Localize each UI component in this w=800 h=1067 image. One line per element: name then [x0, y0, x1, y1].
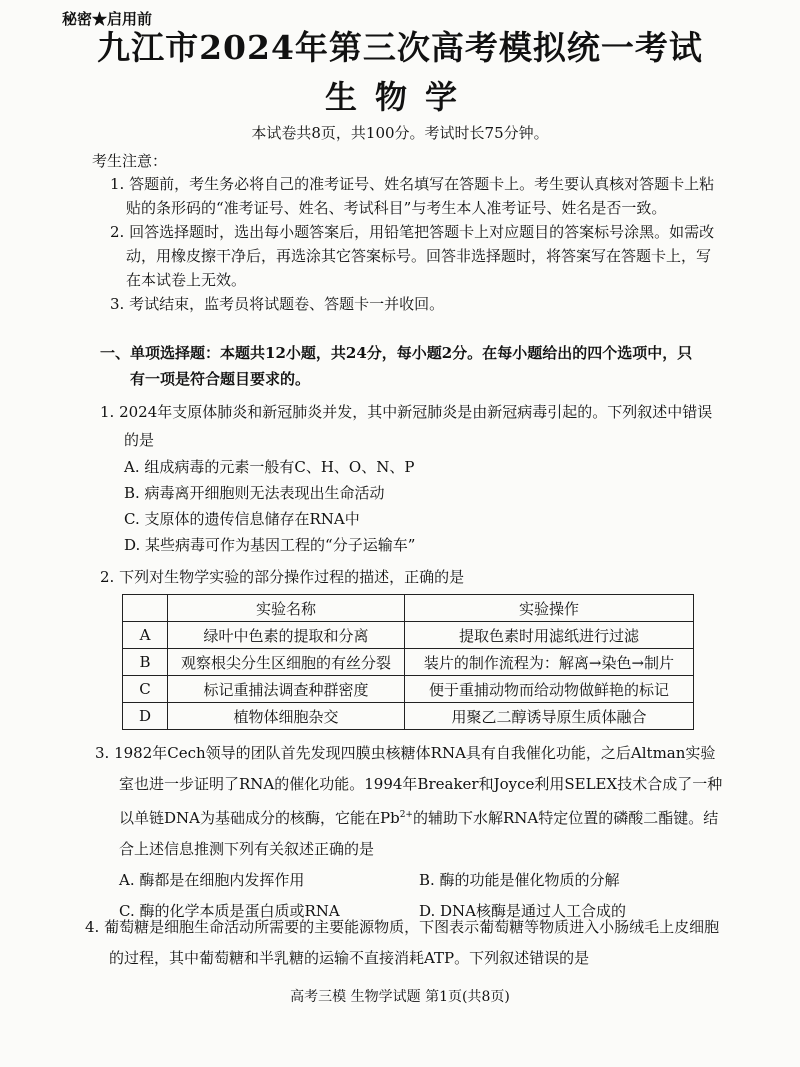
table-header-cell [123, 595, 168, 622]
question-stem: 2. 下列对生物学实验的部分操作过程的描述，正确的是 [100, 568, 465, 586]
table-cell: 装片的制作流程为：解离→染色→制片 [405, 649, 694, 676]
table-row [123, 649, 694, 676]
experiment-table [122, 594, 694, 730]
table-cell: 绿叶中色素的提取和分离 [168, 622, 405, 649]
stem-part-b: 的辅助下水解RNA特定位置的磷酸二酯键。结合上述信息推测下列有关叙述正确的是 [119, 809, 719, 858]
question-stem [95, 738, 725, 865]
subject-title: 生物学 [324, 78, 475, 116]
notice-item: 1. 答题前，考生务必将自己的准考证号、姓名填写在答题卡上。考生要认真核对答题卡上粘贴的条形码的“准考证号、姓名、考试科目”与考生本人准考证号、姓名是否一致。 [110, 175, 715, 217]
option-a: A. 组成病毒的元素一般有C、H、O、N、P [124, 458, 415, 476]
table-cell: B [123, 649, 168, 676]
table-cell: D [123, 703, 168, 730]
question-stem: 4. 葡萄糖是细胞生命活动所需要的主要能源物质，下图表示葡萄糖等物质进入小肠绒毛上皮细胞的过程，其中葡萄糖和半乳糖的运输不直接消耗ATP。下列叙述错误的是 [85, 918, 720, 967]
option-b: B. 酶的功能是催化物质的分解 [419, 871, 620, 889]
question-2 [100, 563, 720, 591]
notice-item: 2. 回答选择题时，选出每小题答案后，用铅笔把答题卡上对应题目的答案标号涂黑。如需改动，用橡皮擦干净后，再选涂其它答案标号。回答非选择题时，将答案写在答题卡上，写在本试卷上无效。 [110, 223, 715, 289]
table-header-cell: 实验操作 [405, 595, 694, 622]
notice-list [110, 172, 720, 316]
table-header-cell: 实验名称 [168, 595, 405, 622]
option-c: C. 支原体的遗传信息储存在RNA中 [124, 510, 360, 528]
question-1 [100, 398, 720, 558]
table-cell: A [123, 622, 168, 649]
section-heading [100, 340, 720, 392]
table-row [123, 703, 694, 730]
question-stem: 1. 2024年支原体肺炎和新冠肺炎并发，其中新冠肺炎是由新冠病毒引起的。下列叙述中错误的是 [100, 403, 713, 449]
exam-title: 九江市2024年第三次高考模拟统一考试 [97, 28, 703, 67]
table-cell: 便于重捕动物而给动物做鲜艳的标记 [405, 676, 694, 703]
secret-label: 秘密★启用前 [62, 10, 153, 28]
notice-heading: 考生注意： [92, 152, 168, 170]
question-3 [95, 738, 725, 927]
table-row [123, 622, 694, 649]
notice-item: 3. 考试结束，监考员将试题卷、答题卡一并收回。 [110, 295, 445, 313]
table-cell: 用聚乙二醇诱导原生质体融合 [405, 703, 694, 730]
page-footer: 高考三模 生物学试题 第1页(共8页) [290, 989, 510, 1005]
option-a: A. 酶都是在细胞内发挥作用 [119, 871, 305, 889]
section-line-1: 一、单项选择题：本题共12小题，共24分，每小题2分。在每小题给出的四个选项中，只 [100, 344, 693, 362]
ion-charge: 2+ [399, 810, 413, 820]
table-cell: C [123, 676, 168, 703]
option-list [100, 454, 720, 558]
option-b: B. 病毒离开细胞则无法表现出生命活动 [124, 484, 385, 502]
table-header-row [123, 595, 694, 622]
stem-part-a: 3. 1982年Cech领导的团队首先发现四膜虫核糖体RNA具有自我催化功能，之后Altman实验室也进一步证明了RNA的催化功能。1994年Breaker和Joyce利用SELEX技术合成了一种以单链DNA为基础成分的核酶，它能在Pb [95, 744, 723, 827]
question-4 [85, 912, 725, 974]
table-cell: 观察根尖分生区细胞的有丝分裂 [168, 649, 405, 676]
section-line-2: 有一项是符合题目要求的。 [130, 370, 311, 388]
table-row [123, 676, 694, 703]
table-cell: 提取色素时用滤纸进行过滤 [405, 622, 694, 649]
table-cell: 植物体细胞杂交 [168, 703, 405, 730]
table-cell: 标记重捕法调查种群密度 [168, 676, 405, 703]
exam-info: 本试卷共8页，共100分。考试时长75分钟。 [251, 124, 549, 142]
option-d: D. 某些病毒可作为基因工程的“分子运输车” [124, 536, 416, 554]
option-d: D. DNA核酶是通过人工合成的 [419, 902, 627, 920]
option-c: C. 酶的化学本质是蛋白质或RNA [119, 902, 340, 920]
